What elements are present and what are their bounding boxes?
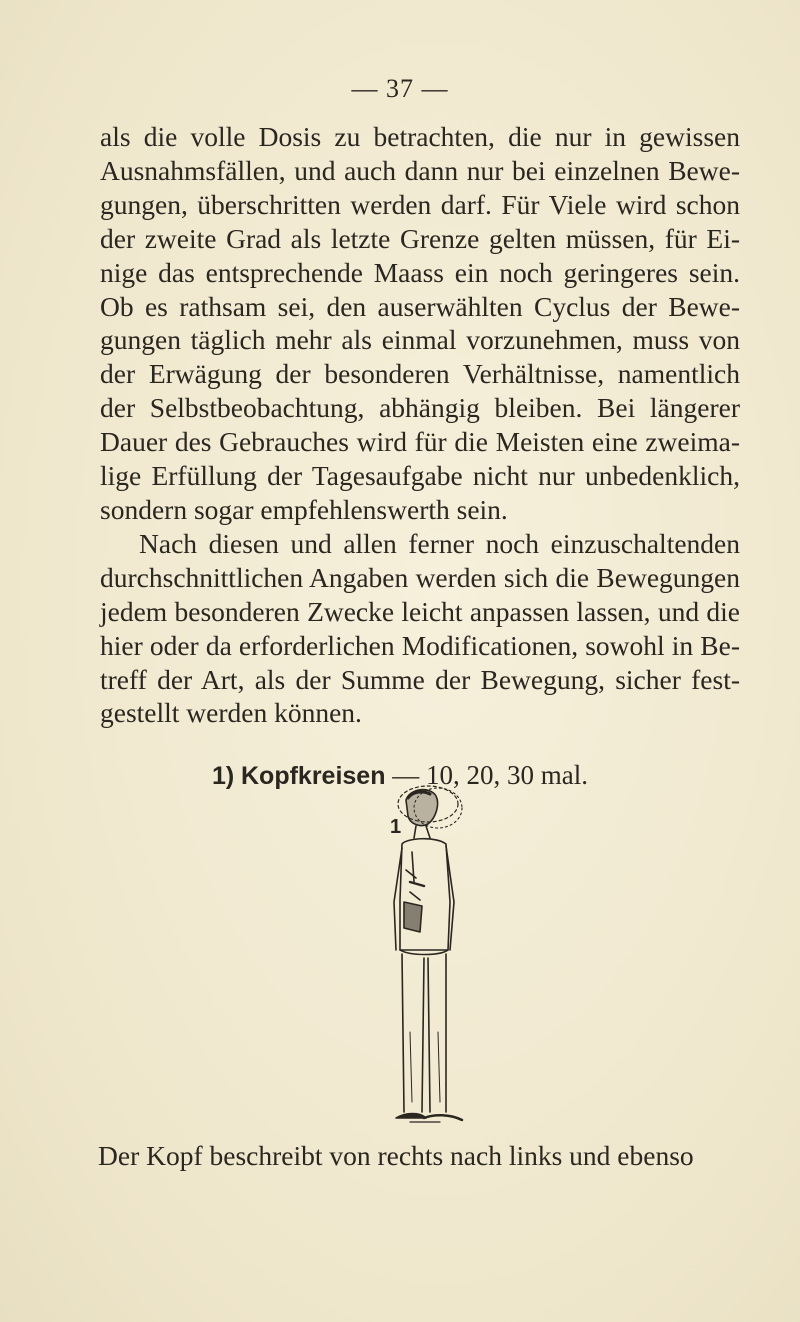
paragraph-2 [100,527,740,730]
text-line: lige Erfüllung der Tagesaufgabe nicht nur unbedenklich, [100,460,740,492]
exercise-repetitions: — 10, 20, 30 mal. [392,760,588,790]
text-line: Nach diesen und allen ferner noch einzuschaltenden [139,527,740,559]
text-line: der zweite Grad als letzte Grenze gelten müssen, für Ei- [100,222,740,254]
text-line: hier oder da erforderlichen Modificationen, sowohl in Be- [100,629,740,661]
text-line: gungen, überschritten werden darf. Für Viele wird schon [100,188,740,220]
exercise-name: Kopfkreisen [241,762,386,790]
text-line: Ob es rathsam sei, den auserwählten Cyclus der Bewe- [100,290,740,322]
figure-label: 1 [390,816,402,838]
text-line: jedem besonderen Zwecke leicht anpassen lassen, und die [100,595,740,627]
text-line: treff der Art, als der Summe der Bewegung, sicher fest- [100,663,740,695]
text-line: Ausnahmsfällen, und auch dann nur bei einzelnen Bewe- [100,154,740,186]
text-line: Dauer des Gebrauches wird für die Meisten eine zweima- [100,426,740,458]
text-line: gestellt werden können. [100,697,362,729]
text-line: gungen täglich mehr als einmal vorzunehmen, muss von [100,324,740,356]
body-text [100,120,740,730]
standing-figure-head-circling-illustration [350,782,510,1142]
text-line: der Selbstbeobachtung, abhängig bleiben. Bei längerer [100,392,740,424]
text-line: der Erwägung der besonderen Verhältnisse, namentlich [100,358,740,390]
text-line: nige das entsprechende Maass ein noch geringeres sein. [100,256,740,288]
exercise-number: 1) [212,762,235,790]
paragraph-1 [100,120,740,527]
page-number: — 37 — [351,74,449,103]
figure-caption: Der Kopf beschreibt von rechts nach links und ebenso [98,1140,694,1171]
text-line: als die volle Dosis zu betrachten, die nur in gewissen [100,121,740,152]
text-line: sondern sogar empfehlenswerth sein. [100,493,508,525]
text-line: durchschnittlichen Angaben werden sich die Bewegungen [100,561,740,593]
